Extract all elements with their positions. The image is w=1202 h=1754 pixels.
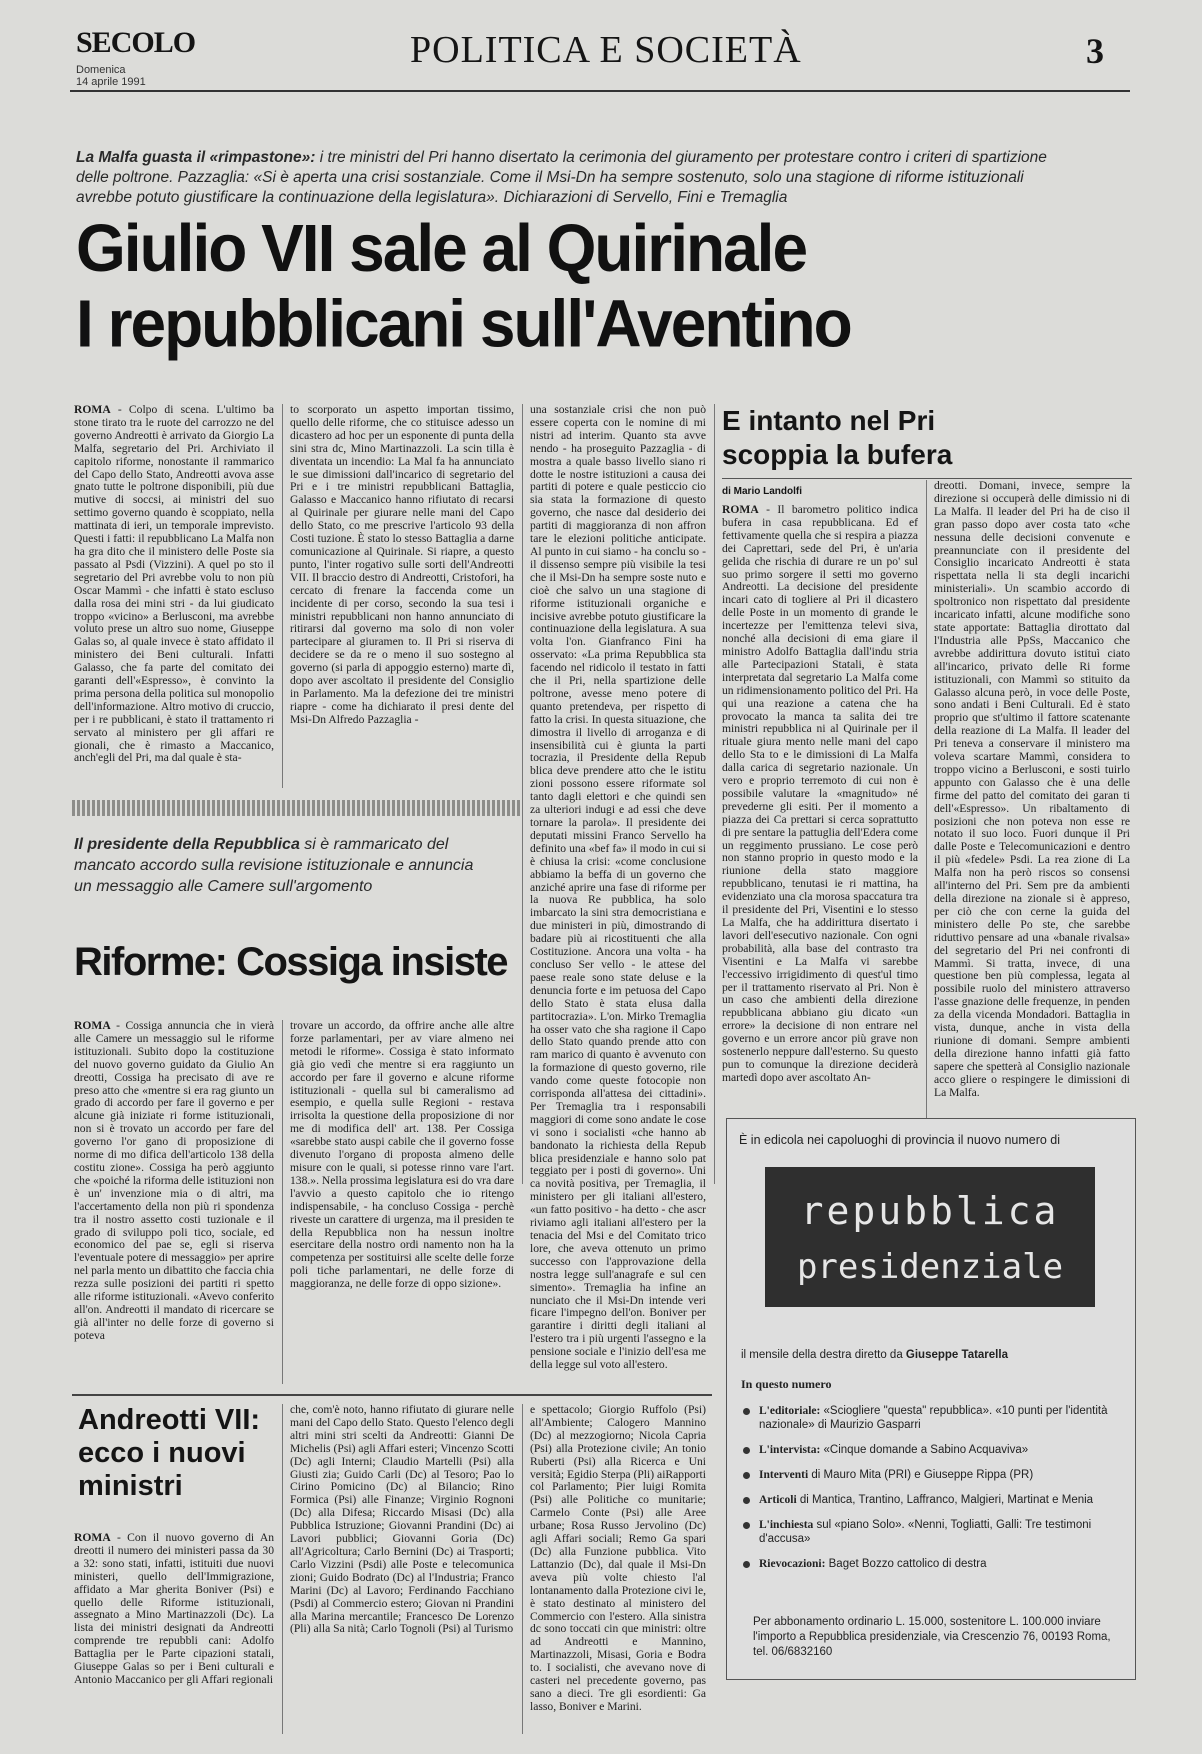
masthead-logo: SECOLO (76, 26, 196, 59)
item-text: sul «piano Solo». «Nenni, Togliatti, Galli: Tre testimoni d'accusa» (759, 1519, 1092, 1545)
sidebar-headline: E intanto nel Pri scoppia la bufera (722, 405, 953, 470)
main-kicker (76, 148, 1076, 208)
sidebar-col2 (934, 480, 1130, 1100)
column-divider (926, 480, 927, 1180)
list-item (741, 1468, 1126, 1482)
section-separator (72, 800, 522, 816)
riforme-col1-text: - Cossiga annuncia che in vierà alle Camere un messaggio sul le riforme istituzionali. Subito dopo la costituzione del nuovo governo guidato da Giulio An dreotti, Cossiga ha precisato di ave re preso atto che «mentre si era rag giunto un grado di accordo per fare il governo e per alcune già iniziate ri forme istituzionali, non si è trovato un accordo per fare del governo l'or gano di proposizione di norme di mo difica dell'articolo 138 della costitu zione». Cossiga ha però aggiunto che «poiché la riforma delle istituzioni non è un' invenzione mia o di altri, ma l'accertamento della non più ri spondenza tra il nostro assetto costi tuzionale e il grado di sviluppo poli tico, sociale, ed economico del pae se, egli si riserva l'eventuale potere di messaggio» per aprire nel parla mento un dibattito che faccia chia rezza sulle posizioni dei partiti ri spetto alle riforme istituzionali. «Avevo conferito all'on. Andreotti il mandato di ricercare se già all'inter no delle forze di governo si poteva (74, 1019, 274, 1342)
riforme-kicker-bold: Il presidente della Repubblica (74, 836, 300, 853)
magazine-logo (765, 1167, 1095, 1307)
ministri-headline: Andreotti VII: ecco i nuovi ministri (78, 1404, 261, 1502)
main-article-col3 (530, 403, 706, 1372)
list-item (741, 1404, 1126, 1432)
page-number: 3 (1086, 31, 1104, 71)
magazine-logo-line2: presidenziale (796, 1247, 1064, 1287)
item-text: di Mantica, Trantino, Laffranco, Malgieri, Martinat e Menia (796, 1494, 1094, 1506)
item-label: Articoli (759, 1494, 797, 1506)
main-headline-line1: Giulio VII sale al Quirinale (76, 210, 807, 286)
main-col1-text: - Colpo di scena. L'ultimo ba stone tirato tra le ruote del carrozzo ne del governo Andreotti è arrivato da Giorgio La Malfa, segretario del Pri. Archiviato il capitolo riforme, nonostante il rammarico del Capo dello Stato, Andreotti avova asse gnato tutte le poltrone disponibili, più due mutive di soccsi, ai ministri del suo settimo governo quando è scoppiato, nella mattinata di ieri, un temporale imprevisto. Questi i fatti: il repubblicano La Malfa non ha gra dito che il ministero delle Poste sia passato al Psdi (Vizzini). A quel po sto il segretario del Pri avrebbe volu to non più Oscar Mammì - che infatti è stato escluso dalla rosa dei mini stri - da lui giudicato troppo «vicino» a Berlusconi, ma avrebbe voluto prese un altro suo nome, Giuseppe Galas so, al quale invece è stato affidato il ministero dei Beni culturali. Infatti Galasso, che fa parte del comitato dei garanti dell'«Espresso», è convinto la prima persona della politica sul monopolio dell'informazione. Altro motivo di cruccio, per i re pubblicani, è stato il trattamento ri servato al ministero per gli affari re gionali, che è rimasto a Maccanico, anch'egli del Pri, ma dal quale è sta- (74, 403, 274, 765)
riforme-headline: Riforme: Cossiga insiste (74, 940, 508, 984)
item-text: di Mauro Mita (PRI) e Giuseppe Rippa (PR) (808, 1469, 1034, 1481)
riforme-col1 (74, 1020, 274, 1384)
sidebar-col1 (722, 504, 918, 1184)
riforme-col2-text: trovare un accordo, da offrire anche alle altre forze parlamentari, per av viare almeno nei metodi le riforme». Cossiga è stato informato già gio vedì che mentre si era raggiunto un accordo per fare il governo e alcune riforme istituzionali - quella sul bi cameralismo ad esempio, e quella sulle Regioni - restava irrisolta la questione della proposizione di nor me di modifica dell' art. 138. Per Cossiga «sarebbe stato auspi cabile che il governo fosse divenuto l'organo di proposta almeno delle misure con le quali, si potesse rinno vare l'art. 138.». Nella prossima legislatura esi do vra dare l'avvio a questo capitolo che io ritengo indispensabile, - ha concluso Cossiga - perchè riveste un carattere di urgenza, ma il presiden te della Repubblica non ha nessun inoltre esercitare della nostro ordi namento non ha la competenza per sostituirsi alle scelte delle forze poli tiche parlamentari, ne delle forze di maggioranza, ne delle forze di oppo sizione». (290, 1019, 514, 1291)
item-label: Rievocazioni: (759, 1558, 826, 1570)
ad-editor (741, 1349, 1131, 1361)
section-title: POLITICA E SOCIETÀ (410, 29, 802, 71)
ministri-col2-text: che, com'è noto, hanno rifiutato di giurare nelle mani del Capo dello Stato. Questo l'elenco degli altri mini stri scelti da Andreotti: Gianni De Michelis (Psi) agli Affari esteri; Vincenzo Scotti (Dc) agli Interni; Claudio Martelli (Psi) alla Giusti zia; Guido Carli (Dc) al Tesoro; Pao lo Cirino Pomicino (Dc) al Bilancio; Rino Formica (Psi) alle Finanze; Virginio Rognoni (Dc) alla Difesa; Riccardo Misasi (Dc) alla Pubblica Istruzione; Giovanni Prandini (Dc) ai Lavori pubblici; Giovanni Goria (Dc) all'Agricoltura; Carlo Bernini (Dc) ai Trasporti; Carlo Vizzini (Psdi) alle Poste e telecomunica zioni; Guido Bodrato (Dc) al l'Industria; Franco Marini (Dc) al Lavoro; Ferdinando Facchiano (Psdi) al Commercio estero; Giovan ni Prandini alla Marina mercantile; Francesco De Lorenzo (Pli) alla Sa nità; Carlo Tognoli (Psi) al Turismo (290, 1403, 514, 1636)
sidebar-byline: di Mario Landolfi (722, 486, 802, 497)
column-divider (522, 404, 523, 1184)
list-item (741, 1493, 1126, 1507)
masthead-date (76, 64, 146, 88)
main-headline (76, 210, 851, 361)
magazine-logo-line1: repubblica (800, 1189, 1060, 1233)
dateline: ROMA (74, 403, 111, 416)
item-label: L'inchiesta (759, 1519, 814, 1531)
column-divider (714, 404, 715, 1184)
main-kicker-bold: La Malfa guasta il «rimpastone»: (76, 149, 316, 166)
riforme-kicker (74, 834, 494, 897)
main-article-col2 (290, 404, 514, 788)
ministri-col3-text: e spettacolo; Giorgio Ruffolo (Psi) all'Ambiente; Calogero Mannino (Dc) al mezzogiorno; Nicola Capria (Psi) alla Protezione civile; An tonio Ruberti (Psi) alla Ricerca e Uni versità; Egidio Sterpa (Pli) aiRapporti col Parlamento; Pier luigi Romita (Psi) alle Politiche co munitarie; Carmelo Conte (Psi) alle Aree urbane; Rosa Russo Jervolino (Dc) agli Affari sociali; Remo Ga spari (Dc) alla Funzione pubblica. Vito Lattanzio (Dc), dal quale il Msi-Dn aveva più volte chiesto l'al lontanamento dalla Protezione civi le, è stato destinato al ministero del Commercio con l'estero. Alla sinistra dc sono toccati cin que ministri: oltre ad Andreotti e Mannino, Martinazzoli, Misasi, Goria e Bodra to. I socialisti, che avevano nove di casteri nel precedente governo, pas sano a dieci. Tre gli esordienti: Ga lasso, Boniver e Marini. (530, 1403, 706, 1713)
main-headline-line2: I repubblicani sull'Aventino (76, 285, 851, 362)
item-text: «Cinque domande a Sabino Acquaviva» (820, 1444, 1029, 1456)
item-text: Baget Bozzo cattolico di destra (825, 1558, 987, 1570)
ad-subscription: Per abbonamento ordinario L. 15.000, sostenitore L. 100.000 inviare l'importo a Repubblica presidenziale, via Crescenzio 76, 00193 Roma, tel. 06/6832160 (753, 1616, 1111, 1658)
ad-editor-name: Giuseppe Tatarella (905, 1349, 1008, 1361)
list-item (741, 1557, 1126, 1571)
column-divider (282, 404, 283, 788)
item-label: L'editoriale: (759, 1405, 821, 1417)
list-item (741, 1518, 1126, 1546)
ministri-col2 (290, 1404, 514, 1734)
ad-intro: È in edicola nei capoluoghi di provincia il nuovo numero di (739, 1133, 1061, 1147)
main-col3-text: una sostanziale crisi che non può essere coperta con le nomine di mi nistri ad interim. Quanto sta avve nendo - ha proseguito Pazzaglia - di mostra a quale basso livello siano ri dotte le nostre istituzioni a causa dei partiti di potere e quale pesticcio cio sia stata la formazione di questo governo, che nasce dal desiderio dei partiti di maggioranza di non affron tare le elezioni politiche anticipate. Al punto in cui siamo - ha conclu so - il dissenso sempre più visibile la tesi che il Msi-Dn ha sempre soste nuto e cioè che salvo un una stagione di riforme istituzionali organiche e incisive avrebbe potuto giustificare la continuazione della legislatura. A sua volta l'on. Gianfranco Fini ha osservato: «La prima Repubblica sta facendo nel ridicolo il testato in fatti che il Pri, nella spartizione delle poltrone, avesse meno potere di quanto pretendeva, per rispetto di fatto la crisi. In questa situazione, che dimostra il livello di arroganza e di insensibilità cui è giunta la parti tocrazia, il Presidente della Repub blica deve prendere atto che le istitu zioni possono essere riformate sol tanto dagli elettori e che quindi sen za ulteriori indugi e ad essi che deve tornare la parola». Il presidente dei deputati missini Franco Servello ha definito una «bef fa» il modo in cui si è chiusa la crisi: «come conclusione abbiamo la beffa di un governo che anziché aprire una fase di riforme per la nuova Re pubblica, ha solo imbarcato la sini stra democristiana e due ministeri in più, dimostrando di badare più ai ricostituenti che alla Costituzione. Ancora una volta - ha concluso Ser vello - le attese del paese reale sono state deluse e la denuncia forte e im petuosa del Capo dello Stato è stata elusa dalla partitocrazia». L'on. Mirko Tremaglia ha osser vato che sha ragione il Capo dello Stato quando prende atto con ram marico di quanto è avvenuto con la formazione di questo governo, rile vando come queste fotocopie non corrisponda all'attesa dei cittadini». Per Tremaglia tra i responsabili maggiori di come sono andate le cose vi sono i socialisti «che hanno ab bandonato la richiesta della Repub blica presidenziale e hanno solo pat teggiato per i posti di governo». Uni ca novità positiva, per Tremaglia, il ministero per gli italiani all'estero, «un fatto positivo - ha detto - che ascr riviamo agli italiani all'estero per la tenacia del Msi e del Comitato trico lore, che aveva ottenuto un primo successo con l'approvazione della nostra legge sull'anagrafe e sul cen simento». Tremaglia ha infine an nunciato che il Msi-Dn intende veri ficare l'impegno dell'on. Boniver per garantire i diritti degli italiani al l'estero tra i più urgenti l'assegno e la pensione sociale e l'inizio dell'esa me della legge sul voto all'estero. (530, 403, 706, 1372)
column-divider (282, 1020, 283, 1384)
riforme-col2 (290, 1020, 514, 1384)
main-kicker-text: i tre ministri del Pri hanno disertato la cerimonia del giuramento per protestare contro i criteri di spartizione delle poltrone. Pazzaglia: «Si è aperta una crisi sostanziale. Come il Msi-Dn ha sempre sostenuto, solo una stagione di riforme istituzionali avrebbe potuto giustificare la continuazione della legislatura». Dichiarazioni di Servello, Fini e Tremaglia (76, 149, 1047, 206)
ministri-rule (72, 1394, 712, 1396)
main-article-col1 (74, 404, 274, 788)
riforme-kicker-text: si è rammaricato del mancato accordo sulla revisione istituzionale e annuncia un messaggio alle Camere sull'argomento (74, 836, 474, 895)
sidebar-col2-text: dreotti. Domani, invece, sempre la direzione si occuperà delle dimissio ni di La Malfa. Il leader del Pri ha de ciso il gran passo dopo aver costa tato «che nessuna delle decisioni convenute e preannunciate con il presidente del Consiglio incaricato Andreotti è stata rispettata nella li sta degli incarichi ministeriali». Un scambio accordo di spoltronico non rispettato dal presidente incaricato infatti, alcune modifiche sono state apportate: Battaglia dirottato dal l'Industria alle PpSs, Maccanico che avrebbe addirittura dovuto istituì ciato all'incarico, privato delle Ri forme istituzionali, con Mammì so stituito da Galasso alcuna però, in voce delle Poste, sono andati i Beni Culturali. Ed è stato proprio que st'ultimo il fattore scatenante della reazione di La Malfa. Il leader del Pri teneva a conservare il ministero ma voleva scartare Mammì, considera to troppo vicino a Berlusconi, e sosti tuirlo appunto con Galasso che è una delle firme del patto del comitato dei garan ti dell'«Espresso». Un ribaltamento di posizioni che non poteva non esse re notato il suo loco. Fuori dunque il Pri dalle Poste e Telecomunicazioni e dentro il più «fedele» Psdi. La rea zione di La Malfa non ha però riscos so consensi all'interno del Pri. Sem pre da ambienti della direzione na zionale si è appreso, per ciò che con cerne la guida del ministero delle Po ste, che sarebbe riduttivo pensare ad una «banale rivalsa» del segretario del Pri nei confronti di Mammì. Si tratta, invece, di una questione ben più complessa, legata al possibile ruolo del ministero attraverso l'asse gnazione delle frequenze, in penden za della vicenda Mondadori. Battaglia in vista, dunque, anche in vista della riunione di domani. Sempre ambienti della direzione hanno infatti già fatto sapere che spetterà al Consiglio nazionale acco gliere o respingere le dimissioni di La Malfa. (934, 479, 1130, 1099)
masthead-day: Domenica (76, 64, 126, 76)
sidebar-col1-text: - Il barometro politico indica bufera in casa repubblicana. Ed ef fettivamente quella che si respira a piazza dei Caprettari, sede del Pri, è un'aria gelida che rischia di durare re un po' sul suo primo sorgere il setti mo governo Andreotti. La decisione del presidente incari cato di togliere al Pri il dicastero delle Poste in un momento di grande le incertezze per l'emittenza televi siva, nonché alla decisioni di ema giare il ministro Adolfo Battaglia dall'indu stria alle Partecipazioni Statali, è stata interpretata dal segretario La Malfa come un ridimensionamento politico del Pri. Ha qui una reazione a catena che ha provocato la manca ta salita dei tre ministri repubblica ni al Quirinale per il rituale giura mento nelle mani del capo dello Sta to e le dimissioni di La Malfa dalla carica di segretario nazionale. Un vero e proprio terremoto di cui non è possibile valutare la «magnitudo» né prevederne gli esiti. Per il momento a piazza dei Ca prettari si cerca soprattutto di pre sentare la pattuglia dell'Edera come un reggimento prussiano. Le cose però non stanno proprio in questo modo e la riunione della stato maggiore repubblicano, tenutasi ie ri mattina, ha evidenziato una cla morosa spaccatura tra il presidente del Pri, Visentini e lo stesso La Malfa, che ha addirittura disertato i lavori dell'esecutivo nazionale. Con ogni probabilità, alla base del contrasto tra Visentini e La Malfa vi sarebbe l'eccessivo irrigidimento di quest'ul timo per il trattamento riservato al Pri. Non è un caso che ambienti della direzione repubblicana abbiano giu dicato «un errore» la decisione di non entrare nel governo e un errore ancor più grave non sostenerlo neppure dall'esterno. Su questo pun to comunque la direzione deciderà martedì dopo aver ascoltato An- (722, 503, 918, 1084)
ministri-col1-text: - Con il nuovo governo di An dreotti il numero dei ministeri passa da 30 a 32: sono stati, infatti, istituiti due nuovi ministeri, quello dell'Immigrazione, affidato a Mar gherita Boniver (Psi) e quello delle Riforme istituzionali, assegnato a Mino Martinazzoli (Dc). La lista dei ministri designati da Andreotti comprende tre repubbli cani: Adolfo Battaglia per le Parte cipazioni statali, Giuseppe Galas so per i Beni culturali e Antonio Maccanico per gli Affari regionali (74, 1531, 274, 1686)
dateline: ROMA (74, 1019, 111, 1032)
dateline: ROMA (722, 503, 759, 516)
masthead-rule (70, 90, 1130, 92)
ad-contents-list (741, 1404, 1126, 1582)
masthead-date-text: 14 aprile 1991 (76, 76, 146, 88)
column-divider (282, 1404, 283, 1734)
ministri-col3 (530, 1404, 706, 1734)
main-col2-text: to scorporato un aspetto importan tissimo, quello delle riforme, che co stituisce adesso un dicastero ad hoc per un esponente di punta della sini stra dc, Mino Martinazzoli. La scin tilla è diventata un incendio: La Mal fa ha annunciato le sue dimissioni dall'incarico di segretario del Pri e i tre ministri repubblicani Battaglia, Galasso e Maccanico hanno rifiutato di recarsi al Quirinale per giurare nelle mani del Capo dello Stato, co me prescrive l'articolo 93 della Costi tuzione. È stato lo stesso Battaglia a darne comunicazione al Quirinale. Si riapre, a questo punto, l'inter rogativo sulle sorti dell'Andreotti VII. Il braccio destro di Andreotti, Cristofori, ha cercato di frenare la faccenda come un incidente di per corso, secondo la sua tesi i ministri repubblicani non hanno annunciato di ritirarsi dal governo ma solo di non voler partecipare al giuramen to. Il Pri si riserva di decidere se da re o meno il suo sostegno al governo (si parla di appoggio esterno) marte dì, dopo aver ascoltato il presidente del Consiglio in Parlamento. Ma la defezione dei tre ministri riapre - come ha dichiarato il presi dente del Msi-Dn Alfredo Pazzaglia - (290, 403, 514, 726)
item-text: «Sciogliere "questa" repubblica». «10 punti per l'identità nazionale» di Maurizio Gasparri (759, 1405, 1108, 1431)
item-label: Interventi (759, 1469, 809, 1481)
list-item (741, 1443, 1126, 1457)
column-divider (522, 1404, 523, 1734)
dateline: ROMA (74, 1531, 111, 1544)
ad-contents-heading: In questo numero (741, 1377, 832, 1391)
ministri-col1 (74, 1532, 274, 1732)
ad-editor-pre: il mensile della destra diretto da (741, 1349, 906, 1361)
item-label: L'intervista: (759, 1444, 821, 1456)
advertisement-box (726, 1118, 1136, 1680)
